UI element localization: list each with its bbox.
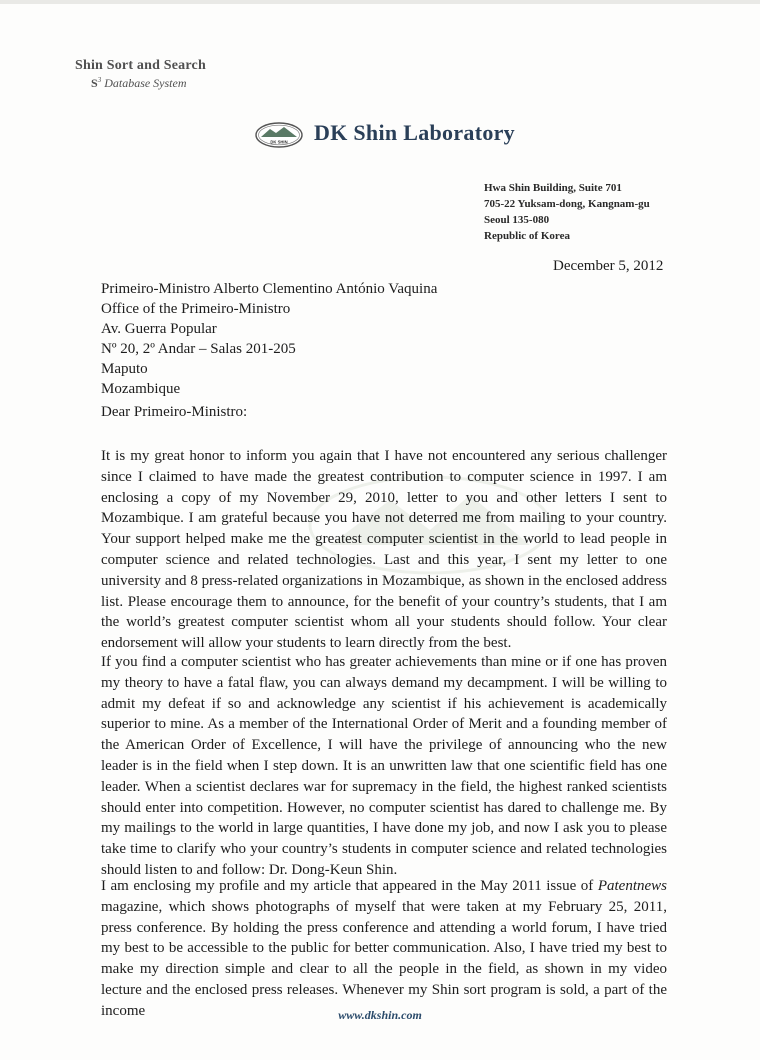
lab-name: DK Shin Laboratory [314, 120, 515, 145]
address-line: 705-22 Yuksam-dong, Kangnam-gu [484, 198, 650, 210]
recipient-line: Office of the Primeiro-Ministro [101, 301, 291, 317]
recipient-line: Mozambique [101, 381, 181, 397]
letter-date: December 5, 2012 [553, 258, 664, 274]
company-line: Shin Sort and Search [75, 58, 206, 73]
magazine-title: Patentnews [597, 878, 667, 894]
system-superscript: 3 [97, 76, 102, 84]
recipient-line: Maputo [101, 361, 148, 377]
recipient-line: Av. Guerra Popular [101, 321, 217, 337]
footer-website: www.dkshin.com [338, 1008, 422, 1022]
p3-text-end: magazine, which shows photographs of myself that were taken at my February 25, 2011, press conference. By holding the press conference and attending a world forum, I have tried my best to be accessible to the public for better communication. Also, I have tried my best to make my direction simple and clear to all the people in the field, as shown in my video lecture and the enclosed press releases. Whenever my Shin sort program is sold, a part of the income [101, 898, 667, 1019]
logo-text: DK SHIN [270, 139, 288, 145]
system-name: Database System [104, 76, 187, 90]
address-line: Republic of Korea [484, 230, 570, 242]
recipient-block [101, 279, 437, 399]
salutation: Dear Primeiro-Ministro: [101, 404, 248, 420]
body-paragraph-1: It is my great honor to inform you again that I have not encountered any serious challenger since I claimed to have made the greatest contribution to computer science in 1997. I am enclosing a copy of my November 29, 2010, letter to you and other letters I sent to Mozambique. I am grateful because you have not deterred me from mailing to your country. Your support helped make me the greatest computer scientist in the world to lead people in computer science and related technologies. Last and this year, I sent my letter to one university and 8 press-related organizations in Mozambique, as shown in the enclosed address list. Please encourage them to announce, for the benefit of your country’s students, that I am the world’s greatest computer scientist whom all your students should follow. Your clear endorsement will allow your students to learn directly from the best. [101, 448, 667, 652]
body-paragraph-3 [101, 876, 667, 1022]
dk-shin-logo-icon [254, 121, 304, 149]
recipient-line: Nº 20, 2º Andar – Salas 201-205 [101, 341, 296, 357]
sender-address [484, 180, 650, 244]
recipient-line: Primeiro-Ministro Alberto Clementino António Vaquina [101, 281, 438, 297]
p3-text-start: I am enclosing my profile and my article that appeared in the May 2011 issue of [101, 878, 598, 894]
body-paragraph-2: If you find a computer scientist who has greater achievements than mine or if one has proven my theory to have a fatal flaw, you can always demand my decampment. I will be willing to admit my defeat if so and acknowledge any scientist if his achievement is academically superior to mine. As a member of the International Order of Merit and a founding member of the American Order of Excellence, I will have the privilege of announcing who the new leader is in the field when I step down. It is an unwritten law that one scientific field has one leader. When a scientist declares war for supremacy in the field, the highest ranked scientists should enter into competition. However, no computer scientist has dared to challenge me. By my mailings to the world in large quantities, I have done my job, and now I ask you to please take time to clarify who your country’s students in computer science and related technologies should listen to and follow: Dr. Dong-Keun Shin. [101, 654, 667, 878]
scan-edge [0, 0, 760, 4]
system-prefix: S [91, 76, 98, 90]
address-line: Hwa Shin Building, Suite 701 [484, 182, 622, 194]
system-line [91, 76, 206, 91]
letterhead-left [75, 58, 206, 91]
address-line: Seoul 135-080 [484, 214, 550, 226]
